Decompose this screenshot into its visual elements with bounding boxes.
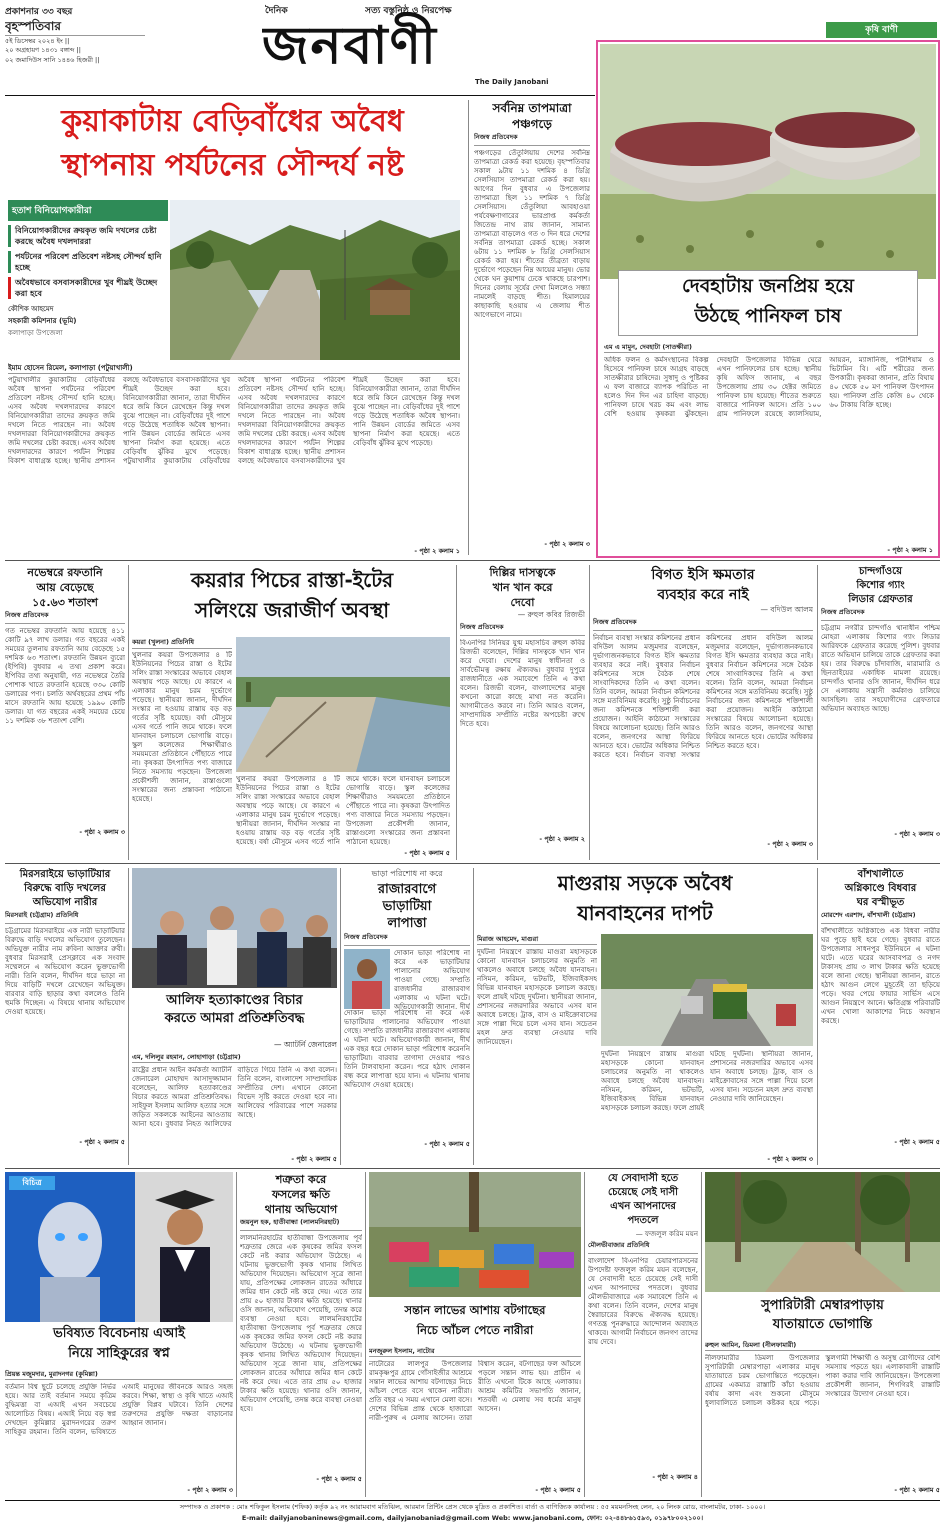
- export-headline-line1: নভেম্বরে রফতানি: [27, 566, 103, 579]
- supari-photo-road: [705, 1172, 940, 1292]
- fire-story: [821, 868, 940, 1165]
- mirsharai-headline-line1: মিরসরাইয়ে ভাড়াটিয়ার: [19, 869, 111, 880]
- magura-photo-highway: [601, 934, 813, 1046]
- bichitra-body: বর্তমান বিশ্ব ছুটে চলেছে প্রযুক্তি নির্ভর হয়ে। আর তাই বর্তমান সময়ে কৃত্রিম বুদ্ধিমত্তা বা এআই এখন সবচেয়ে আলোচিত বিষয়। এআই নিয়ে বড় স্বপ্ন দেখছেন কুমিল্লার মুরাদনগরের তরুণ সাহিকুর রহমান। তিনি বলেন, ভবিষ্যতে এআই মানুষের জীবনকে আরও সহজ করবে। শিক্ষা, স্বাস্থ্য ও কৃষি খাতে এআই প্রযুক্তি বিপ্লব ঘটাবে। তিনি দেশের তরুণদের প্রযুক্তি দক্ষতা বাড়ানোর আহ্বান জানান।: [5, 1383, 233, 1436]
- delhi-headline-line3: দেবো: [510, 596, 535, 609]
- temperature-headline-line1: সর্বনিম্ন তাপমাত্রা: [492, 101, 572, 115]
- banyan-headline-line1: সন্তান লাভের আশায় বটগাছের: [404, 1303, 546, 1317]
- mirsharai-byline: মিরসরাই (চট্টগ্রাম) প্রতিনিধি: [5, 910, 125, 924]
- delhi-byline: নিজস্ব প্রতিবেদক: [460, 622, 585, 636]
- chandgaon-headline-line3: লিডার গ্রেফতার: [848, 594, 913, 605]
- banyan-headline-line2: নিচে আঁচল পেতে নারীরা: [416, 1323, 534, 1337]
- lead-kicker: হতাশ বিনিয়োগকারীরা: [8, 200, 168, 221]
- date-hijri: ০২ জমাদিউস সানি ১৪৪৬ হিজরী ||: [5, 56, 100, 64]
- export-body: গত নভেম্বর রফতানি আয় হয়েছে ৪১১ কোটি ৯৭ লাখ ডলার। গত বছরের একই সময়ের তুলনায় রফতানি আয় বেড়েছে ১৫ দশমিক ৬৩ শতাংশ। রফতানি উন্নয়ন ব্যুরো (ইপিবি) বুধবার এ তথ্য প্রকাশ করে। ইপিবির তথ্য অনুযায়ী, গত নভেম্বরে তৈরি পোশাক খাতে রফতানি হয়েছে ৩৩০ কোটি ডলারের পণ্য। চলতি অর্থবছরের প্রথম পাঁচ মাসে রফতানি আয় হয়েছে ১৯৯০ কোটি ডলার। যা গত বছরের একই সময়ের চেয়ে ১১ দশমিক ৩৮ শতাংশ বেশি।: [5, 627, 125, 725]
- waterchestnut-photo-image: [600, 44, 936, 279]
- dasi-byline: মৌলভীবাজার প্রতিনিধি: [588, 1240, 698, 1254]
- date-bn: ২০ অগ্রহায়ণ ১৪৩১ বঙ্গাব্দ ||: [5, 46, 81, 54]
- supari-headline-line1: সুপারিটারী মেম্বারপাড়ায়: [761, 1298, 884, 1313]
- column-rule: [236, 1172, 237, 1497]
- supari-continue[interactable]: - পৃষ্ঠা ২ কলাম ৫: [894, 1486, 940, 1494]
- fire-headline-line1: বাঁশখালীতে: [857, 869, 904, 880]
- magura-headline-line2: যানবাহনের দাপট: [577, 901, 713, 925]
- rajarbagh-story: [344, 868, 470, 1165]
- crop-headline-line2: ফসলের ক্ষতি: [271, 1188, 331, 1201]
- lead-bullet: অবৈধভাবে বসবাসকারীদের খুব শীঘ্রই উচ্ছেদ করা হবে: [8, 277, 168, 299]
- dasi-continue[interactable]: - পৃষ্ঠা ২ কলাম ৪: [652, 1473, 698, 1481]
- delhi-story: [460, 565, 585, 860]
- section-tag: কৃষি বাণী: [826, 22, 937, 38]
- koyra-story: [132, 565, 452, 860]
- alif-headline-line1: আলিফ হত্যাকাণ্ডের বিচার: [166, 993, 303, 1008]
- crop-headline-line3: থানায় অভিযোগ: [264, 1203, 338, 1216]
- alif-body: রাষ্ট্রের প্রধান আইন কর্মকর্তা অ্যাটর্নি জেনারেল মোহাম্মদ আসাদুজ্জামান বলেছেন, আলিফ হত্যাকাণ্ডের বিচার করতে আমরা প্রতিশ্রুতিবদ্ধ। সাইফুল ইসলাম আলিফ হত্যার সঙ্গে জড়িত সকলকে আইনের আওতায় আনা হবে। বুধবার নিহত আলিফের বাড়িতে গিয়ে তিনি এ কথা বলেন। তিনি বলেন, বাংলাদেশ সাম্প্রদায়িক সম্প্রীতির দেশ। এখানে কোনো বিভেদ সৃষ্টি করতে দেওয়া হবে না। আলিফের পরিবারের পাশে সরকার আছে।: [132, 1066, 337, 1128]
- dasi-headline-line3: এখন আপনাদের: [610, 1201, 676, 1212]
- women-under-tree-image: [369, 1172, 581, 1297]
- alif-byline: এম, দলিলুর রহমান, লোহাগাড়া (চট্টগ্রাম): [132, 1052, 337, 1063]
- dasi-body: বাংলাদেশ বিএনপির চেয়ারপারসনের উপদেষ্টা ফজলুল করিম ময়ন বলেছেন, যে সেবাদাসী হতে চেয়েছে সেই দাসী এখন আপনাদের পদতলে। বুধবার মৌলভীবাজারে এক সমাবেশে তিনি এ কথা বলেন। তিনি বলেন, দেশের মানুষ স্বৈরাচারের বিরুদ্ধে ঐক্যবদ্ধ হয়েছে। গণতন্ত্র পুনরুদ্ধারে আন্দোলন অব্যাহত থাকবে। আগামী নির্বাচনে জনগণ তাদের রায় দেবে।: [588, 1257, 698, 1346]
- export-story: [5, 565, 125, 860]
- ec-story: [593, 565, 813, 860]
- krishi-byline: এম এ মামুন, দেবহাটা (সাতক্ষীরা): [604, 342, 934, 353]
- column-rule: [128, 868, 129, 1165]
- rajarbagh-continue[interactable]: - পৃষ্ঠা ২ কলাম ৫: [424, 1140, 470, 1148]
- magura-body: দুর্ঘটনা নিয়ন্ত্রণে রাস্তায় মাগুরা মহাসড়কে কোনো যানবাহন চলাচলের অনুমতি না থাকলেও অবাধে চলছে অবৈধ যানবাহন। নসিমন, করিমন, ভটভটি, ইজিবাইকসহ বিভিন্ন যানবাহন মহাসড়কে চলাচল করছে। ফলে প্রায়ই ঘটছে দুর্ঘটনা। স্থানীয়রা জানান, প্রশাসনের নজরদারির অভাবে এসব যান অবাধে চলছে। ট্রাক, বাস ও মাইক্রোবাসের সঙ্গে পাল্লা দিয়ে চলে এসব যান। সচেতন মহল দ্রুত ব্যবস্থা নেওয়ার দাবি জানিয়েছেন।: [477, 948, 597, 1046]
- koyra-byline: কয়রা (খুলনা) প্রতিনিধি: [132, 637, 232, 649]
- crop-headline-line1: শত্রুতা করে: [275, 1173, 327, 1186]
- dasi-sub: — ফজলুল করিম ময়ন: [635, 1230, 698, 1238]
- temperature-byline: নিজস্ব প্রতিবেদক: [474, 132, 590, 146]
- delhi-continue[interactable]: - পৃষ্ঠা ২ কলাম ২: [539, 835, 585, 843]
- chandgaon-body: চট্টগ্রাম নগরীর চান্দগাঁও থানাধীন পশ্চিম মোহরা এলাকায় কিশোর গ্যাং লিডার আরিফকে গ্রেফতার করেছে পুলিশ। বুধবার রাতে অভিযান চালিয়ে তাকে গ্রেফতার করা হয়। তার বিরুদ্ধে চাঁদাবাজি, মারামারি ও ছিনতাইয়ের একাধিক মামলা রয়েছে। চান্দগাঁও থানার ওসি জানান, দীর্ঘদিন ধরে সে এলাকায় সন্ত্রাসী কর্মকাণ্ড চালিয়ে আসছিল। তার সহযোগীদের গ্রেফতারে অভিযান অব্যাহত আছে।: [821, 624, 940, 713]
- masthead-title-en: The Daily Janobani: [475, 78, 549, 86]
- lead-headline-line2: স্থাপনায় পর্যটনের সৌন্দর্য নষ্ট: [61, 148, 404, 183]
- column-rule: [365, 1172, 366, 1497]
- dasi-headline-line2: চেয়েছে সেই দাসী: [608, 1187, 678, 1198]
- footer-imprint: সম্পাদক ও প্রকাশক : মোঃ শফিকুল ইসলাম (শফিক) কর্তৃক ৯২ নং আরামবাগ মতিঝিল, আরমান প্রিন্টিং প্রেস থেকে মুদ্রিত ও প্রকাশিত। বার্তা ও বাণিজ্যিক কার্যালয় : ৫৫ ময়মনসিংহ লেন, ২০ লিংক রোড, বাংলামটর, ঢাকা- ১০০০।: [179, 1503, 766, 1511]
- alif-story: [132, 868, 337, 1165]
- rajarbagh-headline-line3: লাপাত্তা: [387, 916, 427, 931]
- column-rule: [817, 565, 818, 860]
- bichitra-byline: প্রিয়ন্ত মজুমদার, মুরাদনগর (কুমিল্লা): [5, 1369, 233, 1380]
- supari-body: নীলফামারীর ডিমলা উপজেলার সুপারিটারী মেম্বারপাড়া এলাকার মানুষ যাতায়াতে চরম ভোগান্তিতে পড়েছেন। গ্রামের একমাত্র রাস্তাটি কাঁচা হওয়ায় বর্ষায় কাদা এবং শুকনো মৌসুমে ধুলাবালিতে চলাচল কষ্টকর হয়ে পড়ে। স্কুলগামী শিক্ষার্থী ও অসুস্থ রোগীদের বেশি সমস্যায় পড়তে হয়। এলাকাবাসী রাস্তাটি পাকা করার দাবি জানিয়েছেন। উপজেলা প্রকৌশলী জানান, শিগগিরই রাস্তাটি সংস্কারের উদ্যোগ নেওয়া হবে।: [705, 1354, 940, 1407]
- chandgaon-byline: নিজস্ব প্রতিবেদক: [821, 607, 940, 621]
- temperature-body: পঞ্চগড়ের তেঁতুলিয়ায় দেশের সর্বনিম্ন তাপমাত্রা রেকর্ড করা হয়েছে। বৃহস্পতিবার সকাল ৯টায় ১১ দশমিক ৪ ডিগ্রি সেলসিয়াস তাপমাত্রা রেকর্ড করা হয়। আগের দিন বুধবার এ উপজেলার তাপমাত্রা ছিল ১১ দশমিক ৭ ডিগ্রি সেলসিয়াস। তেঁতুলিয়া আবহাওয়া পর্যবেক্ষণাগারের ভারপ্রাপ্ত কর্মকর্তা জিতেন্দ্র নাথ রায় জানান, সামান্য তাপমাত্রা বাড়লেও গত ৩ দিন ধরে দেশের সর্বনিম্ন তাপমাত্রা রেকর্ড হচ্ছে। সকাল ৬টায় ১১ দশমিক ৮ ডিগ্রি সেলসিয়াস রেকর্ড করা হয়। শীতের তীব্রতা বাড়ায় দুর্ভোগে পড়েছেন নিম্ন আয়ের মানুষ। ভোর থেকে ঘন কুয়াশায় ঢেকে থাকছে চারপাশ। দিনের বেলায় সূর্যের দেখা মিললেও সন্ধ্যা নামলেই বাড়ছে শীত। হিমালয়ের কাছাকাছি হওয়ায় এ জেলায় শীত আগেভাগে নামে।: [474, 149, 590, 319]
- column-rule: [456, 565, 457, 860]
- supari-headline: [705, 1296, 940, 1338]
- column-rule: [473, 868, 474, 1165]
- column-rule: [128, 565, 129, 860]
- fire-body: বাঁশখালীতে অগ্নিকাণ্ডে এক বিধবা নারীর ঘর পুড়ে ছাই হয়ে গেছে। বুধবার রাতে উপজেলার সাধনপুর ইউনিয়নে এ ঘটনা ঘটে। এতে ঘরের আসবাবপত্র ও নগদ টাকাসহ প্রায় ৩ লাখ টাকার ক্ষতি হয়েছে বলে জানা গেছে। স্থানীয়রা জানান, রাতে হঠাৎ আগুন লেগে মুহূর্তেই তা ছড়িয়ে পড়ে। খবর পেয়ে ফায়ার সার্ভিস এসে আগুন নিয়ন্ত্রণে আনে। ক্ষতিগ্রস্ত পরিবারটি এখন খোলা আকাশের নিচে অবস্থান করছে।: [821, 927, 940, 1025]
- lead-photo-embankment: [170, 200, 460, 360]
- bichitra-tag: বিচিত্র: [9, 1176, 55, 1190]
- column-rule: [584, 1172, 585, 1497]
- fire-headline-line3: ঘর বস্মীভূত: [856, 897, 905, 908]
- column-rule: [589, 565, 590, 860]
- supari-story: [705, 1172, 940, 1497]
- column-rule: [340, 868, 341, 1165]
- koyra-continue[interactable]: - পৃষ্ঠা ২ কলাম ৫: [404, 849, 450, 857]
- koyra-headline-line1: কয়রার পিচের রাস্তা-ইটের: [190, 568, 394, 592]
- lead-bullet: বিনিয়োগকারীদের ক্রয়কৃত জমি দখলের চেষ্টা করছে অবৈধ দখলদাররা: [8, 225, 168, 247]
- highway-photo-image: [601, 934, 813, 1046]
- supari-headline-line2: যাতায়াতে ভোগান্তি: [772, 1317, 873, 1332]
- column-rule: [817, 868, 818, 1165]
- lead-sidebar: [8, 200, 168, 360]
- crop-body: লালমনিরহাটের হাতীবান্ধা উপজেলায় পূর্ব শত্রুতার জেরে এক কৃষকের জমির ফসল কেটে নষ্ট করার অভিযোগ উঠেছে। এ ঘটনায় ভুক্তভোগী কৃষক থানায় লিখিত অভিযোগ দিয়েছেন। অভিযোগ সূত্রে জানা যায়, প্রতিপক্ষের লোকজন রাতের আঁধারে জমির ধান কেটে নষ্ট করে দেয়। এতে তার প্রায় ৫০ হাজার টাকার ক্ষতি হয়েছে। থানার ওসি জানান, অভিযোগ পেয়েছি, তদন্ত করে ব্যবস্থা নেওয়া হবে। লালমনিরহাটের হাতীবান্ধা উপজেলায় পূর্ব শত্রুতার জেরে এক কৃষকের জমির ফসল কেটে নষ্ট করার অভিযোগ উঠেছে। এ ঘটনায় ভুক্তভোগী কৃষক থানায় লিখিত অভিযোগ দিয়েছেন। অভিযোগ সূত্রে জানা যায়, প্রতিপক্ষের লোকজন রাতের আঁধারে জমির ধান কেটে নষ্ট করে দেয়। এতে তার প্রায় ৫০ হাজার টাকার ক্ষতি হয়েছে। থানার ওসি জানান, অভিযোগ পেয়েছি, তদন্ত করে ব্যবস্থা নেওয়া হবে।: [240, 1234, 362, 1413]
- krishi-panel: [596, 40, 940, 558]
- quote-title: সহকারী কমিশনার (ভূমি): [8, 317, 77, 325]
- mirsharai-headline-line3: অভিযোগ নারীর: [32, 897, 98, 908]
- rajarbagh-body-top: দোকান ভাড়া পরিশোধ না করে এক ভাড়াটিয়ার পালানোর অভিযোগ পাওয়া গেছে। সম্প্রতি রাজধানীর রাজারবাগ এলাকায় এ ঘটনা ঘটে। অভিযোগকারী জানান, দীর্ঘ: [394, 949, 470, 1009]
- mirsharai-body: চট্টগ্রামের মিরসরাইয়ে এক নারী ভাড়াটিয়ার বিরুদ্ধে বাড়ি দখলের অভিযোগ তুলেছেন। অভিযুক্ত নারীর নাম রুবিনা আক্তার রুবী। বুধবার মিরসরাই প্রেসক্লাবে এক সংবাদ সম্মেলনে এ অভিযোগ করেন ভুক্তভোগী নারী। তিনি বলেন, দীর্ঘদিন ধরে ভাড়া না দিয়ে বাড়িটি দখলে রেখেছেন অভিযুক্ত। বারবার বাড়ি ছাড়ার কথা বললেও তিনি হুমকি দিচ্ছেন। এ বিষয়ে থানায় অভিযোগ দেওয়া হয়েছে।: [5, 927, 125, 1016]
- export-headline-line2: আয় বেড়েছে: [36, 581, 94, 594]
- chandgaon-headline-line1: চান্দগাঁওয়ে: [858, 566, 903, 577]
- koyra-headline-line2: সলিংয়ে জরাজীর্ণ অবস্থা: [194, 598, 390, 622]
- lead-continue[interactable]: - পৃষ্ঠা ২ কলাম ১: [414, 547, 460, 555]
- supari-byline: রুহুল আমিন, ডিমলা (নীলফামারী): [705, 1340, 940, 1351]
- rajarbagh-body: দোকান ভাড়া পরিশোধ না করে এক ভাড়াটিয়ার পালানোর অভিযোগ পাওয়া গেছে। সম্প্রতি রাজধানীর রাজারবাগ এলাকায় এ ঘটনা ঘটে। অভিযোগকারী জানান, দীর্ঘ এক বছর ধরে দোকান ভাড়া পরিশোধ করেননি ভাড়াটিয়া। বারবার তাগাদা দেওয়ার পরও তিনি টালবাহানা করেন। পরে হঠাৎ দোকান বন্ধ করে লাপাত্তা হয়ে যান। এ ঘটনায় থানায় অভিযোগ দেওয়া হয়েছে।: [344, 1009, 470, 1089]
- masthead-logo: [262, 12, 562, 80]
- dasi-headline-line4: পদতলে: [627, 1215, 659, 1226]
- rajarbagh-headline-line1: রাজারবাগে: [377, 882, 437, 897]
- alif-sub: — অ্যাটর্নি জেনারেল: [274, 1040, 337, 1049]
- crop-story: [240, 1172, 362, 1497]
- krishi-continue[interactable]: - পৃষ্ঠা ২ কলাম ১: [887, 546, 933, 554]
- magura-byline: মিরাজ আহমেদ, মাগুরা: [477, 934, 597, 945]
- dasi-story: [588, 1172, 698, 1497]
- lead-body: পটুয়াখালীর কুয়াকাটায় বেড়িবাঁধের অবৈধ স্থাপনা পর্যটনের পরিবেশ প্রতিবেশ নষ্টসহ সৌন্দর্য হানি হচ্ছে। এসব অবৈধ দখলদারদের কারণে বিনিয়োগকারীরা তাদের ক্রয়কৃত জমি দখলে নিতে পারছেন না। অবৈধ দখলদাররা বিনিয়োগকারীদের ক্রয়কৃত জমি দখলের চেষ্টা করছে। এসব অবৈধ দখলদারদের কারণে পর্যটন শিল্পের বিকাশ বাধাগ্রস্ত হচ্ছে। স্থানীয় প্রশাসন বলছে অবৈধভাবে বসবাসকারীদের খুব শীঘ্রই উচ্ছেদ করা হবে। বিনিয়োগকারীরা জানান, তারা দীর্ঘদিন ধরে জমি কিনে রেখেছেন কিন্তু দখল বুঝে পাচ্ছেন না। বেড়িবাঁধের দুই পাশে গড়ে উঠেছে শতাধিক অবৈধ স্থাপনা। পানি উন্নয়ন বোর্ডের জমিতে এসব স্থাপনা নির্মাণ করা হয়েছে। এতে বেড়িবাঁধ ঝুঁকির মুখে পড়েছে। পটুয়াখালীর কুয়াকাটায় বেড়িবাঁধের অবৈধ স্থাপনা পর্যটনের পরিবেশ প্রতিবেশ নষ্টসহ সৌন্দর্য হানি হচ্ছে। এসব অবৈধ দখলদারদের কারণে বিনিয়োগকারীরা তাদের ক্রয়কৃত জমি দখলে নিতে পারছেন না। অবৈধ দখলদাররা বিনিয়োগকারীদের ক্রয়কৃত জমি দখলের চেষ্টা করছে। এসব অবৈধ দখলদারদের কারণে পর্যটন শিল্পের বিকাশ বাধাগ্রস্ত হচ্ছে। স্থানীয় প্রশাসন বলছে অবৈধভাবে বসবাসকারীদের খুব শীঘ্রই উচ্ছেদ করা হবে। বিনিয়োগকারীরা জানান, তারা দীর্ঘদিন ধরে জমি কিনে রেখেছেন কিন্তু দখল বুঝে পাচ্ছেন না। বেড়িবাঁধের দুই পাশে গড়ে উঠেছে শতাধিক অবৈধ স্থাপনা। পানি উন্নয়ন বোর্ডের জমিতে এসব স্থাপনা নির্মাণ করা হয়েছে। এতে বেড়িবাঁধ ঝুঁকির মুখে পড়েছে।: [8, 376, 460, 465]
- logo-title: জনবাণী: [262, 15, 438, 76]
- banyan-continue[interactable]: - পৃষ্ঠা ২ কলাম ৫: [535, 1486, 581, 1494]
- temperature-story: [474, 100, 590, 555]
- quote-place: কলাপাড়া উপজেলা: [8, 329, 63, 337]
- date-en: ৫ই ডিসেম্বর ২০২৪ ইং ||: [5, 35, 145, 45]
- delhi-headline-line1: দিল্লির দাসত্বকে: [489, 566, 556, 579]
- bichitra-headline-line1: ভবিষ্যত বিবেচনায় এআই: [53, 1326, 185, 1341]
- alif-photo-attorney: [132, 868, 337, 988]
- quote-name: কৌশিক আহমেদ: [8, 305, 54, 313]
- chandgaon-headline-line2: কিশোর গ্যাং: [856, 580, 905, 591]
- krishi-body: অধিক ফলন ও কর্মসংস্থানের বিকল্প হিসেবে পানিফল চাষে আগ্রহ বাড়ছে সাতক্ষীরার চাষিদের। সুস্বাদু ও পুষ্টিকর এ ফল বাজারে ব্যাপক পরিচিত না হলেও দিন দিন এর চাহিদা বাড়ছে। পানিফল চাষে খরচ কম এবং লাভ বেশি হওয়ায় কৃষকরা ঝুঁকছেন। দেবহাটা উপজেলার বিভিন্ন ঘেরে এখন পানিফলের চাষ হচ্ছে। স্থানীয় কৃষি অফিস জানায়, এ বছর উপজেলায় প্রায় ৩০ হেক্টর জমিতে পানিফল চাষ হয়েছে। শীতের শুরুতে বাজারে পানিফল আসে। প্রতি ১০০ গ্রাম পানিফলে রয়েছে ক্যালসিয়াম, আয়রন, ম্যাঙ্গানিজ, পটাশিয়াম ও ভিটামিন বি। এটি শরীরের জন্য উপকারী। কৃষকরা জানান, প্রতি বিঘায় ৪০ থেকে ৫০ মণ পানিফল উৎপাদন হয়। পানিফল প্রতি কেজি ৪০ থেকে ৬০ টাকায় বিক্রি হচ্ছে।: [604, 356, 934, 418]
- crop-byline: জয়নুল হক, হাতীবান্ধা (লালমনিরহাট): [240, 1217, 362, 1231]
- magura-continue[interactable]: - পৃষ্ঠা ২ কলাম ৩: [767, 1155, 813, 1163]
- lead-headline: [5, 100, 460, 195]
- export-continue[interactable]: - পৃষ্ঠা ২ কলাম ৩: [79, 828, 125, 836]
- ai-robot-graduate-image: [5, 1172, 233, 1322]
- alif-headline-line2: করতে আমরা প্রতিশ্রুতিবদ্ধ: [164, 1011, 305, 1026]
- export-headline-line3: ১৫.৬৩ শতাংশ: [32, 596, 98, 609]
- ec-headline-line2: ব্যবহার করে নাই: [657, 587, 749, 603]
- section-rule: [5, 1168, 940, 1169]
- rajarbagh-headline-line2: ভাড়াটিয়া: [382, 899, 432, 914]
- person-photo-image: [344, 949, 390, 1009]
- magura-story: [477, 868, 813, 1165]
- publication-year: প্রকাশনার ৩৩ বছর: [5, 7, 73, 17]
- bichitra-headline: [5, 1324, 233, 1368]
- village-road-image: [705, 1172, 940, 1292]
- weekday: বৃহস্পতিবার: [5, 19, 61, 33]
- ec-sub: — বদিউল আলম: [760, 605, 813, 614]
- section-rule: [5, 560, 940, 561]
- ec-body: নির্বাচন ব্যবস্থা সংস্কার কমিশনের প্রধান বদিউল আলম মজুমদার বলেছেন, দুর্ভাগ্যজনকভাবে বিগত ইসি ক্ষমতার ব্যবহার করে নাই। বুধবার নির্বাচন কমিশনের সঙ্গে বৈঠক শেষে সাংবাদিকদের তিনি এ কথা বলেন। তিনি বলেন, আমরা নির্বাচন কমিশনের সঙ্গে মতবিনিময় করেছি। সুষ্ঠু নির্বাচনের জন্য কমিশনকে শক্তিশালী করা প্রয়োজন। আইনি কাঠামো সংস্কারের বিষয়ে আলোচনা হয়েছে। তিনি আরও বলেন, জনগণের আস্থা ফিরিয়ে আনতে হবে। ভোটের অধিকার নিশ্চিত করতে হবে। নির্বাচন ব্যবস্থা সংস্কার কমিশনের প্রধান বদিউল আলম মজুমদার বলেছেন, দুর্ভাগ্যজনকভাবে বিগত ইসি ক্ষমতার ব্যবহার করে নাই। বুধবার নির্বাচন কমিশনের সঙ্গে বৈঠক শেষে সাংবাদিকদের তিনি এ কথা বলেন। তিনি বলেন, আমরা নির্বাচন কমিশনের সঙ্গে মতবিনিময় করেছি। সুষ্ঠু নির্বাচনের জন্য কমিশনকে শক্তিশালী করা প্রয়োজন। আইনি কাঠামো সংস্কারের বিষয়ে আলোচনা হয়েছে। তিনি আরও বলেন, জনগণের আস্থা ফিরিয়ে আনতে হবে। ভোটের অধিকার নিশ্চিত করতে হবে।: [593, 634, 813, 759]
- footer-rule: [5, 1500, 940, 1501]
- lead-bullet: পর্যটনের পরিবেশ প্রতিবেশ নষ্টসহ সৌন্দর্য হানি হচ্ছে: [8, 251, 168, 273]
- temperature-headline-line2: পঞ্চগড়ে: [512, 117, 552, 131]
- chandgaon-continue[interactable]: - পৃষ্ঠা ২ কলাম ৩: [894, 830, 940, 838]
- delhi-headline-line2: খান খান করে: [492, 581, 553, 594]
- column-rule: [701, 1172, 702, 1497]
- section-rule: [5, 863, 940, 864]
- mirsharai-story: [5, 868, 125, 1165]
- bichitra-photo-ai: [5, 1172, 233, 1322]
- bichitra-continue[interactable]: - পৃষ্ঠা ২ কলাম ৩: [187, 1486, 233, 1494]
- magura-body-cont: দুর্ঘটনা নিয়ন্ত্রণে রাস্তায় মাগুরা মহাসড়কে কোনো যানবাহন চলাচলের অনুমতি না থাকলেও অবাধে চলছে অবৈধ যানবাহন। নসিমন, করিমন, ভটভটি, ইজিবাইকসহ বিভিন্ন যানবাহন মহাসড়কে চলাচল করছে। ফলে প্রায়ই ঘটছে দুর্ঘটনা। স্থানীয়রা জানান, প্রশাসনের নজরদারির অভাবে এসব যান অবাধে চলছে। ট্রাক, বাস ও মাইক্রোবাসের সঙ্গে পাল্লা দিয়ে চলে এসব যান। সচেতন মহল দ্রুত ব্যবস্থা নেওয়ার দাবি জানিয়েছেন।: [601, 1050, 813, 1112]
- delhi-body: বিএনপির সিনিয়র যুগ্ম মহাসচিব রুহুল কবির রিজভী বলেছেন, দিল্লির দাসত্বকে খান খান করে দেবো। দেশের মানুষ স্বাধীনতা ও সার্বভৌমত্ব রক্ষায় ঐক্যবদ্ধ। বুধবার দুপুরে রাজধানীতে এক সমাবেশে তিনি এ কথা বলেন। রিজভী বলেন, বাংলাদেশের মানুষ কখনো কারো কাছে মাথা নত করেনি। আগামীতেও করবে না। তিনি আরও বলেন, সাম্প্রদায়িক সম্প্রীতি নষ্টের অপচেষ্টা রুখে দিতে হবে।: [460, 639, 585, 728]
- temperature-continue[interactable]: - পৃষ্ঠা ২ কলাম ৩: [544, 540, 590, 548]
- mirsharai-continue[interactable]: - পৃষ্ঠা ২ কলাম ৫: [79, 1138, 125, 1146]
- ec-continue[interactable]: - পৃষ্ঠা ২ কলাম ৩: [767, 840, 813, 848]
- krishi-photo-waterchestnut: [600, 44, 936, 279]
- lead-byline: ইমাম হোসেন রিমেল, কলাপাড়া (পটুয়াখালী): [8, 362, 460, 374]
- dasi-headline-line1: যে সেবাদাসী হতে: [607, 1173, 679, 1184]
- crop-continue[interactable]: - পৃষ্ঠা ২ কলাম ৫: [316, 1475, 362, 1483]
- krishi-headline-line1: দেবহাটায় জনপ্রিয় হয়ে: [682, 275, 854, 297]
- masthead-rule: [5, 95, 595, 96]
- krishi-headline-line2: উঠছে পানিফল চাষ: [694, 305, 842, 327]
- banyan-story: [369, 1172, 581, 1497]
- banyan-headline: [369, 1300, 581, 1344]
- rajarbagh-byline: নিজস্ব প্রতিবেদক: [344, 932, 470, 946]
- fire-byline: মোরশেদ এরশাদ, বাঁশখালী (চট্টগ্রাম): [821, 910, 940, 924]
- column-rule: [468, 100, 469, 555]
- export-byline: নিজস্ব প্রতিবেদক: [5, 610, 125, 624]
- rajarbagh-pre: ভাড়া পরিশোধ না করে: [371, 869, 443, 878]
- banyan-photo-women: [369, 1172, 581, 1297]
- krishi-headline: [618, 270, 918, 336]
- alif-headline: [132, 992, 337, 1040]
- attorney-photo-image: [132, 868, 337, 988]
- masthead-daily: দৈনিক: [265, 6, 288, 16]
- lead-headline-line1: কুয়াকাটায় বেড়িবাঁধের অবৈধ: [61, 104, 404, 139]
- fire-continue[interactable]: - পৃষ্ঠা ২ কলাম ৫: [894, 1138, 940, 1146]
- rajarbagh-photo-person: [344, 949, 390, 1009]
- masthead-tagline: সত্য বস্তুনিষ্ঠ ও নিরপেক্ষ: [365, 6, 452, 16]
- ec-headline-line1: বিগত ইসি ক্ষমতার: [651, 567, 755, 583]
- chandgaon-story: [821, 565, 940, 860]
- mirsharai-headline-line2: বিরুদ্ধে বাড়ি দখলের: [24, 883, 106, 894]
- embankment-photo-image: [170, 200, 460, 360]
- koyra-body: খুলনার কয়রা উপজেলার ৪ টি ইউনিয়নের পিচের রাস্তা ও ইটের সলিং রাস্তা সংস্কারের অভাবে বেহাল অবস্থায় পড়ে আছে। যে কারণে এ এলাকার মানুষ চরম দুর্ভোগে পড়েছে। স্থানীয়রা জানান, দীর্ঘদিন সংস্কার না হওয়ায় রাস্তায় বড় বড় গর্তের সৃষ্টি হয়েছে। বর্ষা মৌসুমে এসব গর্তে পানি জমে থাকে। ফলে যানবাহন চলাচলে ভোগান্তি বাড়ে। স্কুল কলেজের শিক্ষার্থীরাও সময়মতো প্রতিষ্ঠানে পৌঁছাতে পারে না। কৃষকরা উৎপাদিত পণ্য বাজারে নিতে সমস্যায় পড়ছেন। উপজেলা প্রকৌশলী জানান, রাস্তাগুলো সংস্কারের জন্য প্রস্তাবনা পাঠানো হয়েছে।: [132, 651, 232, 803]
- bichitra-headline-line2: নিয়ে সাহিকুরের স্বপ্ন: [68, 1346, 170, 1361]
- bichitra-story: [5, 1172, 233, 1497]
- banyan-body: নাটোরের লালপুর উপজেলার রামকৃষ্ণপুর গ্রামে গোঁসাইজীর আশ্রমে সন্তান লাভের আশায় বটগাছের নিচে আঁচল পেতে বসে থাকেন নারীরা। প্রতি বছর এ সময় এখানে মেলা বসে। দেশের বিভিন্ন প্রান্ত থেকে হাজারো নারী-পুরুষ এ মেলায় আসেন। তারা বিশ্বাস করেন, বটগাছের ফল আঁচলে পড়লে সন্তান লাভ হয়। প্রাচীন এ রীতি এখনো টিকে আছে এলাকায়। আশ্রম কমিটির সভাপতি জানান, শতবর্ষী এ মেলায় সব ধর্মের মানুষ আসেন।: [369, 1360, 581, 1422]
- ec-byline: নিজস্ব প্রতিবেদক: [593, 617, 813, 631]
- footer-contact: E-mail: dailyjanobaninews@gmail.com, dailyjanobaniad@gmail.com Web: www.janobani.com, ফোন: ০২-৪৪৮৬১৫৯৩, ০১৯৭৮০০২১০০।: [241, 1514, 704, 1522]
- koyra-photo-road: [236, 637, 450, 772]
- road-photo-image: [236, 637, 450, 772]
- koyra-body-cont: খুলনার কয়রা উপজেলার ৪ টি ইউনিয়নের পিচের রাস্তা ও ইটের সলিং রাস্তা সংস্কারের অভাবে বেহাল অবস্থায় পড়ে আছে। যে কারণে এ এলাকার মানুষ চরম দুর্ভোগে পড়েছে। স্থানীয়রা জানান, দীর্ঘদিন সংস্কার না হওয়ায় রাস্তায় বড় বড় গর্তের সৃষ্টি হয়েছে। বর্ষা মৌসুমে এসব গর্তে পানি জমে থাকে। ফলে যানবাহন চলাচলে ভোগান্তি বাড়ে। স্কুল কলেজের শিক্ষার্থীরাও সময়মতো প্রতিষ্ঠানে পৌঁছাতে পারে না। কৃষকরা উৎপাদিত পণ্য বাজারে নিতে সমস্যায় পড়ছেন। উপজেলা প্রকৌশলী জানান, রাস্তাগুলো সংস্কারের জন্য প্রস্তাবনা পাঠানো হয়েছে।: [236, 775, 450, 846]
- magura-headline-line1: মাগুরায় সড়কে অবৈধ: [557, 871, 733, 895]
- fire-headline-line2: অগ্নিকাণ্ডে বিধবার: [844, 883, 917, 894]
- alif-continue[interactable]: - পৃষ্ঠা ২ কলাম ৫: [291, 1155, 337, 1163]
- delhi-sub: — রুহুল কবির রিজভী: [517, 610, 585, 619]
- banyan-byline: মনজুরুল ইসলাম, নাটোর: [369, 1346, 581, 1357]
